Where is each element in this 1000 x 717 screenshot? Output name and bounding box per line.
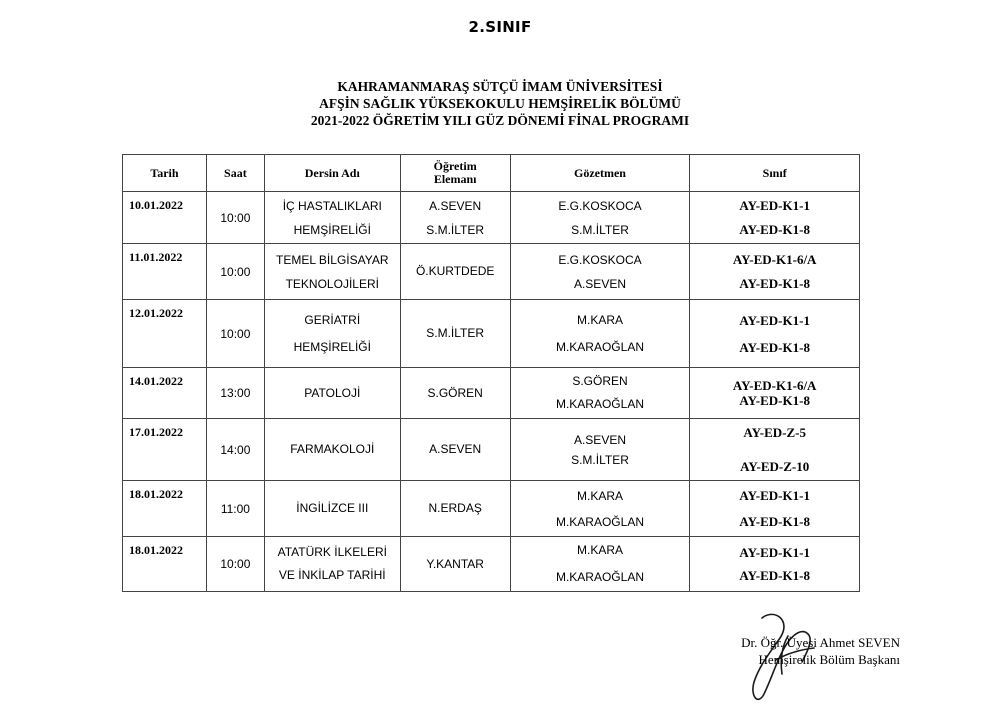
header-course: Dersin Adı	[264, 155, 400, 192]
signature-block	[700, 634, 900, 668]
header-room: Sınıf	[690, 155, 860, 192]
table-row	[123, 419, 860, 481]
exam-time: 10:00	[206, 244, 264, 300]
course-name	[264, 244, 400, 300]
instructor-line: S.GÖREN	[427, 385, 483, 400]
instructor-line: Ö.KURTDEDE	[415, 264, 495, 278]
room	[690, 368, 860, 419]
header-instructor-line1: Öğretim	[433, 159, 477, 173]
course-line: İÇ HASTALIKLARI	[282, 198, 382, 213]
exam-date: 10.01.2022	[123, 192, 207, 244]
proctor	[510, 300, 690, 368]
exam-date: 14.01.2022	[123, 368, 207, 419]
room-line: AY-ED-K1-1	[739, 487, 810, 503]
course-name	[264, 192, 400, 244]
table-row	[123, 368, 860, 419]
instructor-line: A.SEVEN	[429, 442, 482, 456]
exam-schedule-table	[122, 154, 860, 592]
course-line: İNGİLİZCE III	[296, 501, 369, 515]
course-line: PATOLOJİ	[304, 385, 361, 400]
table-row	[123, 537, 860, 592]
instructor	[400, 419, 510, 481]
table-row	[123, 192, 860, 244]
university-name: KAHRAMANMARAŞ SÜTÇÜ İMAM ÜNİVERSİTESİ	[337, 79, 663, 94]
proctor-line: M.KARA	[576, 488, 623, 503]
room	[690, 537, 860, 592]
proctor-line: A.SEVEN	[573, 276, 626, 291]
proctor	[510, 419, 690, 481]
room-line: AY-ED-K1-6/A	[732, 378, 817, 393]
room-line: AY-ED-Z-5	[743, 424, 806, 440]
exam-time: 10:00	[206, 192, 264, 244]
proctor-line: M.KARA	[576, 543, 623, 557]
course-line: VE İNKİLAP TARİHİ	[278, 568, 386, 582]
header-date: Tarih	[123, 155, 207, 192]
proctor-line: M.KARAOĞLAN	[555, 339, 644, 354]
course-line: ATATÜRK İLKELERİ	[277, 545, 387, 559]
course-line: GERİATRİ	[304, 312, 361, 327]
room-line: AY-ED-K1-8	[739, 513, 810, 529]
room-line: AY-ED-K1-8	[739, 221, 810, 237]
room	[690, 481, 860, 537]
exam-date: 18.01.2022	[123, 537, 207, 592]
instructor	[400, 192, 510, 244]
proctor-line: S.M.İLTER	[571, 222, 629, 237]
header-instructor	[400, 155, 510, 192]
instructor	[400, 300, 510, 368]
proctor-line: A.SEVEN	[573, 432, 626, 447]
proctor	[510, 368, 690, 419]
exam-time: 10:00	[206, 537, 264, 592]
course-name	[264, 300, 400, 368]
proctor-line: S.GÖREN	[572, 374, 628, 388]
room-line: AY-ED-K1-8	[739, 568, 810, 583]
course-line: FARMAKOLOJİ	[290, 442, 375, 456]
instructor	[400, 244, 510, 300]
document-header	[0, 78, 1000, 129]
course-line: HEMŞİRELİĞİ	[293, 339, 371, 354]
room-line: AY-ED-K1-1	[739, 312, 810, 328]
proctor-line: M.KARA	[576, 312, 623, 327]
proctor	[510, 537, 690, 592]
exam-time: 14:00	[206, 419, 264, 481]
exam-date: 12.01.2022	[123, 300, 207, 368]
proctor-line: M.KARAOĞLAN	[555, 514, 644, 529]
course-name	[264, 481, 400, 537]
table-row	[123, 244, 860, 300]
course-line: HEMŞİRELİĞİ	[293, 222, 371, 237]
exam-date: 18.01.2022	[123, 481, 207, 537]
room-line: AY-ED-Z-10	[740, 458, 810, 474]
room-line: AY-ED-K1-8	[739, 393, 810, 408]
program-title: 2021-2022 ÖĞRETİM YILI GÜZ DÖNEMİ FİNAL PROGRAMI	[310, 113, 690, 128]
proctor	[510, 244, 690, 300]
course-line: TEKNOLOJİLERİ	[285, 276, 379, 291]
exam-time: 13:00	[206, 368, 264, 419]
instructor-line: S.M.İLTER	[426, 326, 485, 340]
proctor-line: M.KARAOĞLAN	[555, 570, 644, 584]
room-line: AY-ED-K1-1	[739, 197, 810, 213]
room-line: AY-ED-K1-8	[739, 275, 810, 291]
room-line: AY-ED-K1-6/A	[732, 251, 817, 267]
instructor-line: N.ERDAŞ	[428, 501, 482, 515]
course-name	[264, 419, 400, 481]
course-line: TEMEL BİLGİSAYAR	[276, 252, 389, 267]
table-row	[123, 481, 860, 537]
class-title: 2.SINIF	[468, 18, 532, 36]
room	[690, 300, 860, 368]
instructor-line: Y.KANTAR	[426, 556, 484, 571]
room	[690, 244, 860, 300]
signatory-title: Hemşirelik Bölüm Başkanı	[758, 652, 900, 667]
course-name	[264, 368, 400, 419]
signatory-name: Dr. Öğr. Üyesi Ahmet SEVEN	[741, 635, 900, 650]
room	[690, 192, 860, 244]
proctor-line: E.G.KOSKOCA	[558, 198, 642, 213]
proctor	[510, 192, 690, 244]
room-line: AY-ED-K1-1	[739, 545, 810, 560]
exam-time: 11:00	[206, 481, 264, 537]
proctor-line: E.G.KOSKOCA	[558, 252, 642, 267]
room	[690, 419, 860, 481]
proctor-line: M.KARAOĞLAN	[555, 397, 644, 411]
instructor	[400, 481, 510, 537]
header-time: Saat	[206, 155, 264, 192]
instructor-line: A.SEVEN	[429, 198, 482, 213]
header-proctor: Gözetmen	[510, 155, 690, 192]
table-header-row	[123, 155, 860, 192]
school-department: AFŞİN SAĞLIK YÜKSEKOKULU HEMŞİRELİK BÖLÜMÜ	[319, 96, 681, 111]
table-row	[123, 300, 860, 368]
proctor	[510, 481, 690, 537]
exam-date: 11.01.2022	[123, 244, 207, 300]
exam-date: 17.01.2022	[123, 419, 207, 481]
instructor	[400, 537, 510, 592]
proctor-line: S.M.İLTER	[571, 452, 629, 467]
instructor	[400, 368, 510, 419]
header-instructor-line2: Elemanı	[433, 172, 477, 186]
instructor-line: S.M.İLTER	[426, 222, 485, 237]
exam-time: 10:00	[206, 300, 264, 368]
course-name	[264, 537, 400, 592]
room-line: AY-ED-K1-8	[739, 339, 810, 355]
